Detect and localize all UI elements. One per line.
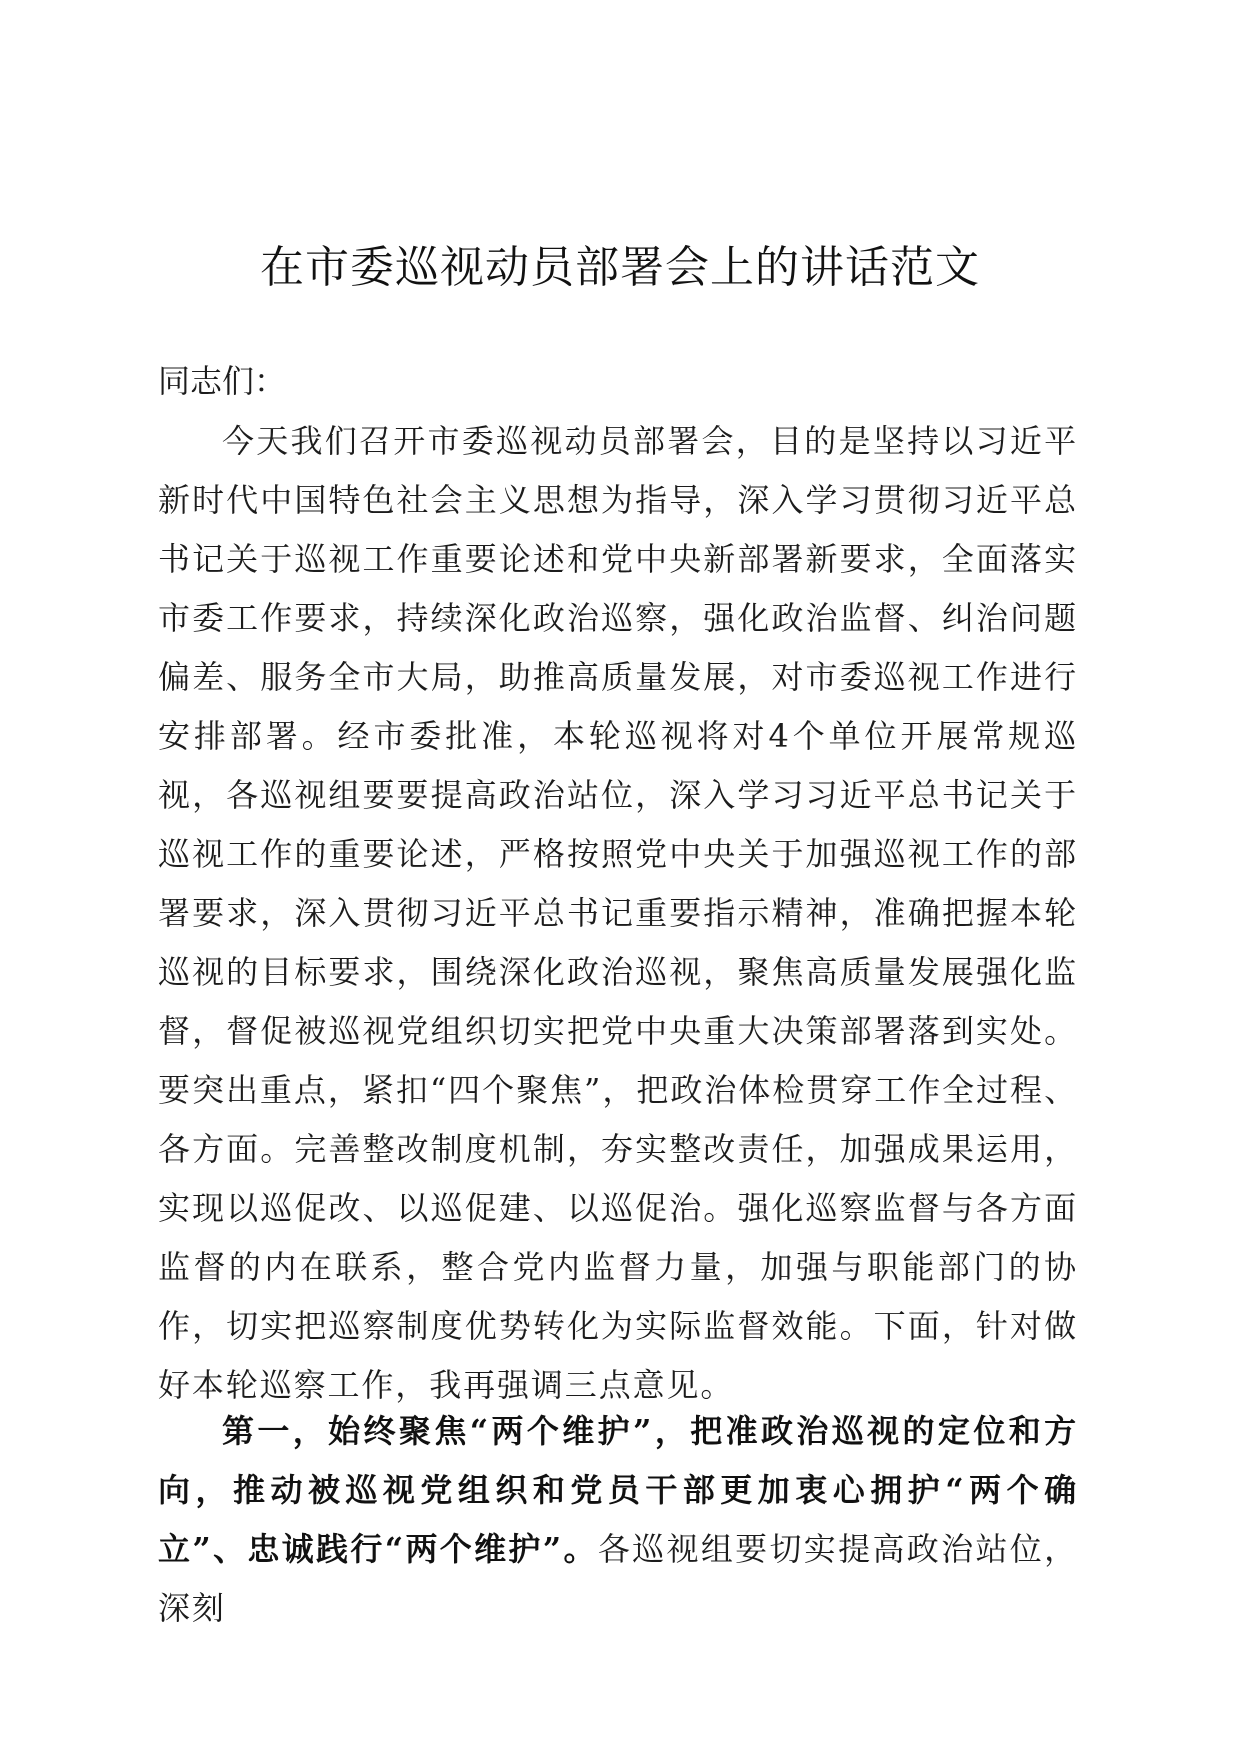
paragraph-intro: 今天我们召开市委巡视动员部署会，目的是坚持以习近平新时代中国特色社会主义思想为指导，深入学习贯彻习近平总书记关于巡视工作重要论述和党中央新部署新要求，全面落实市委工作要求，持续深化政治巡察，强化政治监督、纠治问题偏差、服务全市大局，助推高质量发展，对市委巡视工作进行安排部署。经市委批准，本轮巡视将对4个单位开展常规巡视，各巡视组要要提高政治站位，深入学习习近平总书记关于巡视工作的重要论述，严格按照党中央关于加强巡视工作的部署要求，深入贯彻习近平总书记重要指示精神，准确把握本轮巡视的目标要求，围绕深化政治巡视，聚焦高质量发展强化监督，督促被巡视党组织切实把党中央重大决策部署落到实处。要突出重点，紧扣“四个聚焦”，把政治体检贯穿工作全过程、各方面。完善整改制度机制，夯实整改责任，加强成果运用，实现以巡促改、以巡促建、以巡促治。强化巡察监督与各方面监督的内在联系，整合党内监督力量，加强与职能部门的协作，切实把巡察制度优势转化为实际监督效能。下面，针对做好本轮巡察工作，我再强调三点意见。 bbox=[158, 422, 1078, 1404]
point-one-heading: 第一，始终聚焦“两个维护”，把准政治巡视的定位和方向，推动被巡视党组织和党员干部更加衷心拥护“两个确立”、忠诚践行“两个维护”。 bbox=[158, 1412, 1078, 1568]
paragraph-point-one bbox=[158, 1402, 1078, 1638]
document-title: 在市委巡视动员部署会上的讲话范文 bbox=[260, 242, 980, 293]
point-one-text: 各巡视组要切实提高政治站位，深刻 bbox=[158, 1530, 1078, 1627]
salutation: 同志们： bbox=[158, 362, 287, 400]
